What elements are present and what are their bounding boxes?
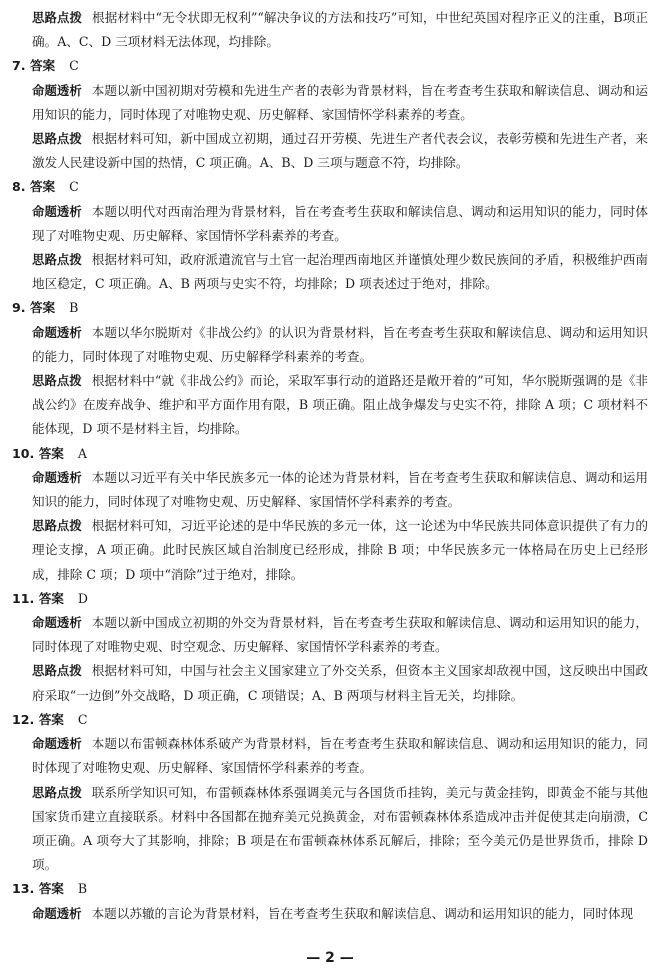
answer-line — [12, 442, 648, 466]
hint-label: 思路点拨 — [32, 10, 82, 25]
question-number: 13. — [12, 881, 35, 897]
hint-paragraph — [12, 514, 648, 587]
hint-label: 思路点拨 — [32, 784, 82, 800]
question-block — [12, 54, 648, 175]
answer-line — [12, 54, 648, 78]
analysis-label: 命题透析 — [32, 905, 82, 921]
hint-label: 思路点拨 — [32, 252, 82, 268]
analysis-paragraph — [12, 321, 648, 369]
question-number: 7. — [12, 58, 26, 74]
hint-label: 思路点拨 — [32, 518, 82, 534]
analysis-text: 本题以布雷顿森林体系破产为背景材料，旨在考查考生获取和解读信息、调动和运用知识的能力，同时体现了对唯物史观、历史解释、家国情怀学科素养的考查。 — [32, 736, 649, 776]
answer-content — [12, 6, 648, 926]
question-number: 8. — [12, 179, 26, 195]
analysis-paragraph — [12, 732, 648, 780]
hint-label: 思路点拨 — [32, 663, 82, 679]
answer-line — [12, 296, 648, 320]
analysis-label: 命题透析 — [32, 736, 82, 752]
answer-label: 答案 — [29, 300, 56, 316]
hint-text: 根据材料可知，政府派遣流官与土官一起治理西南地区并谨慎处理少数民族间的矛盾，积极维护西南地区稳定，C 项正确。A、B 两项与史实不符，均排除；D 项表述过于绝对，排除。 — [32, 252, 649, 292]
intro-hint-paragraph — [12, 6, 648, 54]
answer-label: 答案 — [38, 445, 64, 461]
analysis-label: 命题透析 — [32, 469, 82, 485]
answer-line — [12, 708, 648, 732]
analysis-label: 命题透析 — [32, 203, 82, 219]
analysis-paragraph — [12, 902, 648, 926]
hint-text: 根据材料可知，中国与社会主义国家建立了外交关系，但资本主义国家却敌视中国，这反映出中国政府采取“一边倒”外交战略，D 项正确，C 项错误；A、B 两项与材料主旨无关，均排除。 — [32, 663, 649, 703]
hint-paragraph — [12, 369, 648, 442]
answer-label: 答案 — [38, 881, 64, 897]
answer-letter: A — [77, 445, 87, 461]
analysis-paragraph — [12, 611, 648, 659]
hint-text: 根据材料中“无令状即无权利”“解决争议的方法和技巧”可知，中世纪英国对程序正义的注重，B项正确。A、C、D 三项材料无法体现，均排除。 — [32, 10, 649, 50]
hint-text: 联系所学知识可知，布雷顿森林体系强调美元与各国货币挂钩，美元与黄金挂钩，即黄金不能与其他国家货币建立直接联系。材料中各国都在抛弃美元兑换黄金，对布雷顿森林体系造成冲击并促使其走向崩溃，C 项正确。A 项夸大了其影响，排除；B 项是在布雷顿森林体系瓦解后，排除；至今美元仍是世界货币，排除 D 项。 — [32, 784, 649, 873]
hint-label: 思路点拨 — [32, 131, 82, 147]
analysis-text: 本题以明代对西南治理为背景材料，旨在考查考生获取和解读信息、调动和运用知识的能力，同时体现了对唯物史观、历史解释、家国情怀学科素养的考查。 — [32, 203, 649, 243]
answer-letter: C — [77, 711, 88, 727]
question-number: 12. — [12, 711, 35, 727]
hint-label: 思路点拨 — [32, 373, 82, 389]
hint-text: 根据材料可知，新中国成立初期，通过召开劳模、先进生产者代表会议，表彰劳模和先进生产者，来激发人民建设新中国的热情，C 项正确。A、B、D 三项与题意不符，均排除。 — [32, 131, 649, 171]
hint-paragraph — [12, 659, 648, 707]
analysis-paragraph — [12, 466, 648, 514]
analysis-label: 命题透析 — [32, 82, 82, 98]
question-block — [12, 587, 648, 708]
hint-text: 根据材料中“就《非战公约》而论，采取军事行动的道路还是敞开着的”可知，华尔脱斯强调的是《非战公约》在废弃战争、维护和平方面作用有限，B 项正确。阻止战争爆发与史实不符，排除 A 项；C 项材料不能体现，D 项不是材料主旨，均排除。 — [32, 373, 648, 437]
analysis-text: 本题以华尔脱斯对《非战公约》的认识为背景材料，旨在考查考生获取和解读信息、调动和运用知识的能力，同时体现了对唯物史观、历史解释学科素养的考查。 — [32, 324, 649, 364]
answer-label: 答案 — [38, 590, 64, 606]
analysis-text: 本题以苏辙的言论为背景材料，旨在考查考生获取和解读信息、调动和运用知识的能力，同时体现 — [91, 905, 634, 921]
answer-label: 答案 — [29, 58, 56, 74]
answer-line — [12, 175, 648, 199]
question-block — [12, 708, 648, 877]
answer-line — [12, 877, 648, 901]
question-number: 11. — [12, 590, 35, 606]
question-block — [12, 175, 648, 296]
analysis-text: 本题以新中国成立初期的外交为背景材料，旨在考查考生获取和解读信息、调动和运用知识的能力，同时体现了对唯物史观、时空观念、历史解释、家国情怀学科素养的考查。 — [32, 615, 649, 655]
analysis-text: 本题以习近平有关中华民族多元一体的论述为背景材料，旨在考查考生获取和解读信息、调动和运用知识的能力，同时体现了对唯物史观、历史解释、家国情怀学科素养的考查。 — [32, 469, 649, 510]
hint-paragraph — [12, 127, 648, 175]
hint-paragraph — [12, 248, 648, 296]
answer-label: 答案 — [29, 179, 56, 195]
answer-letter: B — [69, 300, 79, 316]
question-list — [12, 54, 648, 925]
hint-paragraph — [12, 781, 648, 878]
analysis-label: 命题透析 — [32, 615, 82, 631]
question-block — [12, 296, 648, 441]
analysis-text: 本题以新中国初期对劳模和先进生产者的表彰为背景材料，旨在考查考生获取和解读信息、调动和运用知识的能力，同时体现了对唯物史观、历史解释、家国情怀学科素养的考查。 — [32, 82, 649, 122]
question-number: 9. — [12, 300, 26, 316]
answer-line — [12, 587, 648, 611]
analysis-label: 命题透析 — [32, 324, 82, 340]
question-block — [12, 877, 648, 925]
answer-label: 答案 — [38, 711, 64, 727]
answer-letter: D — [77, 590, 88, 606]
question-number: 10. — [12, 445, 35, 461]
answer-letter: C — [69, 58, 79, 74]
analysis-paragraph — [12, 200, 648, 248]
analysis-paragraph — [12, 79, 648, 127]
question-block — [12, 442, 648, 587]
answer-letter: C — [69, 179, 79, 195]
page-number: — 2 — — [306, 950, 354, 966]
hint-text: 根据材料可知，习近平论述的是中华民族的多元一体，这一论述为中华民族共同体意识提供了有力的理论支撑，A 项正确。此时民族区域自治制度已经形成，排除 B 项；中华民族多元一体格局在历史上已经形成，排除 C 项；D 项中“消除”过于绝对，排除。 — [32, 518, 649, 582]
answer-letter: B — [77, 881, 88, 897]
